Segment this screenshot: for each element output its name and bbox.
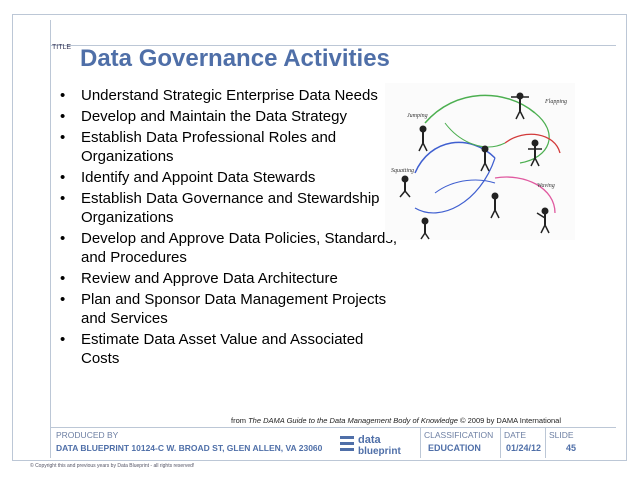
figure-person [491, 193, 499, 218]
footer-divider [420, 427, 421, 458]
bullet-text: Estimate Data Asset Value and Associated Costs [81, 331, 364, 367]
date-value: 01/24/12 [506, 443, 542, 453]
figure-person [528, 140, 542, 166]
data-blueprint-logo [340, 432, 420, 456]
source-suffix: © 2009 by DAMA International [457, 416, 562, 425]
footer-divider [545, 427, 546, 458]
list-item [60, 330, 405, 368]
figure-person [400, 176, 410, 197]
bullet-text: Establish Data Professional Roles and Organizations [81, 129, 337, 165]
figure-person [481, 146, 489, 171]
blue-arrow-loop-3 [435, 180, 495, 193]
list-item [60, 128, 405, 166]
bullet-text: Review and Approve Data Architecture [81, 270, 338, 287]
list-item [60, 189, 405, 227]
bullet-icon: • [60, 270, 66, 287]
produced-by-label: PRODUCED BY [56, 430, 119, 440]
figure-person [419, 126, 427, 151]
list-item [60, 290, 405, 328]
pose-label-squatting: Squatting [391, 168, 415, 174]
bullet-text: Plan and Sponsor Data Management Projects and Services [81, 291, 387, 327]
bullet-icon: • [60, 291, 66, 308]
pose-label-waving: Waving [537, 183, 555, 189]
footer-divider [500, 427, 501, 458]
title-label: TITLE [52, 44, 72, 51]
bullet-text: Establish Data Governance and Stewardship Organizations [81, 190, 380, 226]
list-item [60, 168, 405, 187]
figure-person [421, 218, 429, 239]
logo-bottom-text: blueprint [358, 446, 401, 456]
green-arrow-loop [425, 95, 535, 123]
list-item [60, 269, 405, 288]
classification-value: EDUCATION [428, 443, 481, 453]
bullet-icon: • [60, 230, 66, 247]
source-citation [231, 416, 561, 425]
list-item [60, 107, 405, 126]
slide-number-label: SLIDE [549, 430, 574, 440]
bullet-icon: • [60, 87, 66, 104]
slide-title: Data Governance Activities [80, 45, 390, 72]
copyright-notice: © Copyright this and previous years by Data Blueprint - all rights reserved! [30, 463, 195, 469]
list-item [60, 229, 405, 267]
footer-rule [50, 427, 616, 428]
bullet-icon: • [60, 129, 66, 146]
bullet-text: Develop and Approve Data Policies, Standards, and Procedures [81, 230, 398, 266]
activity-list [60, 86, 405, 370]
bullet-icon: • [60, 190, 66, 207]
bullet-icon: • [60, 331, 66, 348]
bullet-icon: • [60, 108, 66, 125]
pose-label-flapping: Flapping [545, 99, 567, 105]
left-rule [50, 20, 51, 458]
date-label: DATE [504, 430, 527, 440]
company-address: DATA BLUEPRINT 10124-C W. BROAD ST, GLEN ALLEN, VA 23060 [56, 443, 323, 453]
bullet-icon: • [60, 169, 66, 186]
activity-cycle-figure [385, 83, 575, 240]
bullet-text: Identify and Appoint Data Stewards [81, 169, 316, 186]
source-prefix: from [231, 416, 249, 425]
pose-label-jumping: Jumping [407, 113, 428, 119]
figure-person [537, 208, 549, 233]
bullet-text: Develop and Maintain the Data Strategy [81, 108, 347, 125]
logo-top-text: data [358, 434, 381, 446]
classification-label: CLASSIFICATION [424, 430, 494, 440]
bullet-text: Understand Strategic Enterprise Data Needs [81, 87, 378, 104]
source-title: The DAMA Guide to the Data Management Body of Knowledge [248, 416, 458, 425]
list-item [60, 86, 405, 105]
slide-number-value: 45 [566, 443, 577, 453]
